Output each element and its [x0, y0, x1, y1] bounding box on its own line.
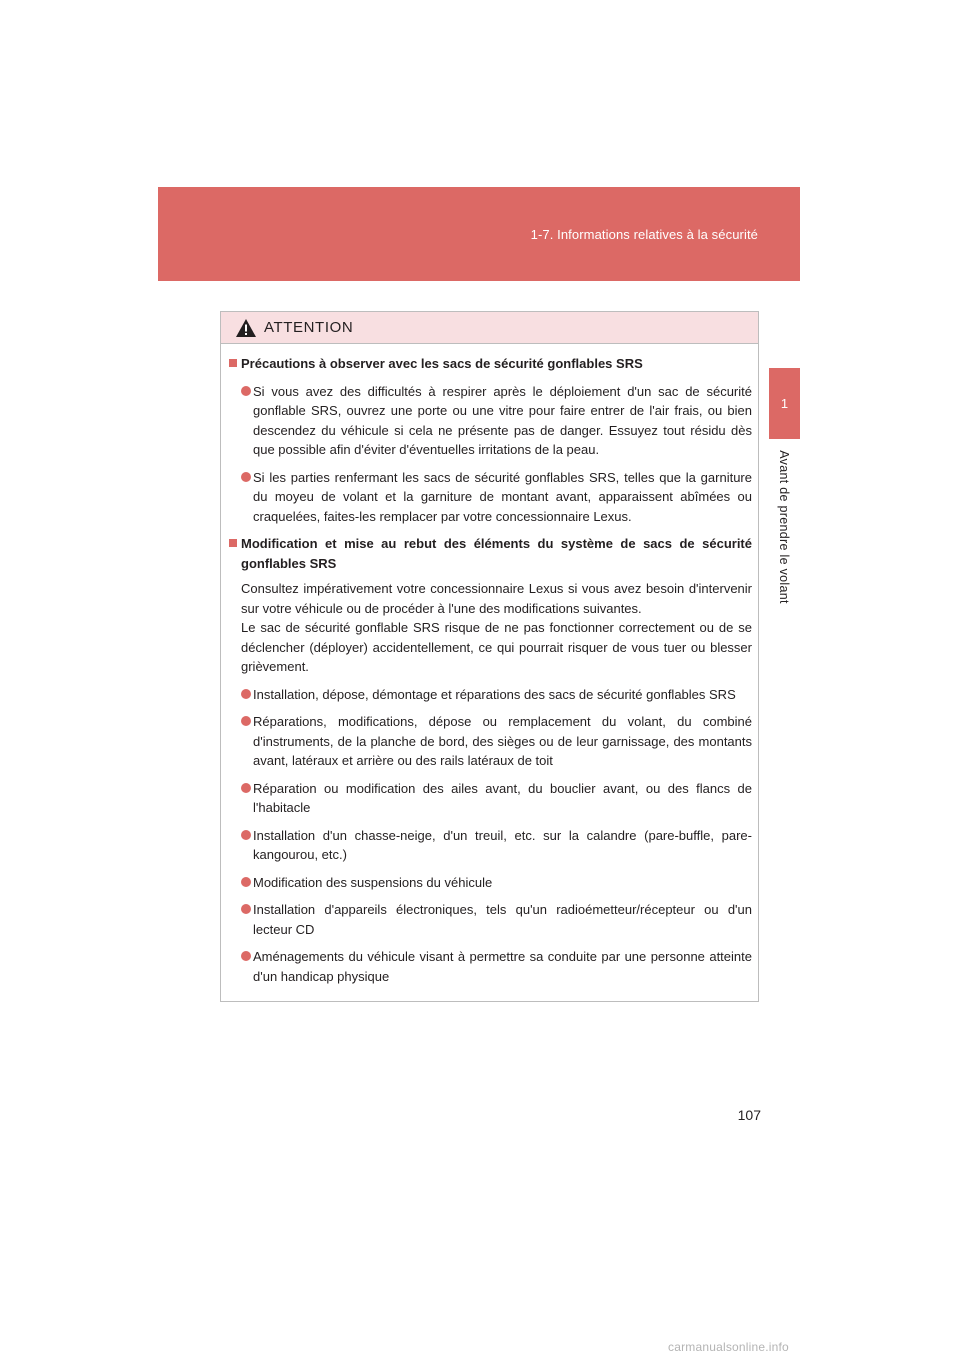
section-heading	[229, 534, 752, 573]
list-item	[229, 712, 752, 771]
list-item	[229, 826, 752, 865]
list-item	[229, 382, 752, 460]
list-item	[229, 947, 752, 986]
round-bullet-icon	[241, 689, 251, 699]
list-item-text: Si vous avez des difficultés à respirer après le déploiement d'un sac de sécurité gonflable SRS, ouvrez une porte ou une vitre pour faire entrer de l'air frais, ou bien descendez du véhicule si cela ne présente pas de danger. Essuyez tout résidu dès que possible afin d'éviter d'éventuelles irritations de la peau.	[253, 383, 752, 457]
round-bullet-icon	[241, 904, 251, 914]
warning-triangle-icon	[235, 318, 257, 338]
round-bullet-icon	[241, 472, 251, 482]
square-bullet-icon	[229, 539, 237, 547]
warning-box	[220, 311, 759, 1002]
list-item-text: Installation, dépose, démontage et réparations des sacs de sécurité gonflables SRS	[253, 686, 736, 702]
round-bullet-icon	[241, 877, 251, 887]
round-bullet-icon	[241, 951, 251, 961]
list-item-text: Aménagements du véhicule visant à permettre sa conduite par une personne atteinte d'un handicap physique	[253, 949, 752, 984]
list-item	[229, 873, 752, 893]
section-heading	[229, 354, 752, 374]
warning-title: ATTENTION	[264, 319, 354, 336]
round-bullet-icon	[241, 830, 251, 840]
list-item-text: Modification des suspensions du véhicule	[253, 874, 493, 890]
warning-body	[221, 344, 758, 986]
chapter-tab: 1	[769, 368, 800, 439]
square-bullet-icon	[229, 359, 237, 367]
list-item	[229, 900, 752, 939]
paragraph: Le sac de sécurité gonflable SRS risque de ne pas fonctionner correctement ou de se déclencher (déployer) accidentellement, ce qui pourrait risquer de vous tuer ou blesser grièvement.	[241, 620, 752, 674]
list-item-text: Si les parties renfermant les sacs de sécurité gonflables SRS, telles que la garniture du moyeu de volant et la garniture de montant avant, apparaissent abîmées ou craquelées, faites-les remplacer par votre concessionnaire Lexus.	[253, 469, 752, 524]
header-band	[158, 187, 800, 281]
paragraph: Consultez impérativement votre concessionnaire Lexus si vous avez besoin d'intervenir sur votre véhicule ou de procéder à l'une des modifications suivantes.	[241, 581, 752, 616]
round-bullet-icon	[241, 386, 251, 396]
section-heading-text: Modification et mise au rebut des éléments du système de sacs de sécurité gonflables SRS	[241, 536, 752, 571]
list-item	[229, 779, 752, 818]
list-item-text: Réparations, modifications, dépose ou remplacement du volant, du combiné d'instruments, de la planche de bord, des sièges ou de leur garnissage, des montants avant, latéraux et arrière ou des rails latéraux de toit	[253, 714, 752, 768]
list-item	[229, 468, 752, 527]
list-item-text: Réparation ou modification des ailes avant, du bouclier avant, ou des flancs de l'habitacle	[253, 780, 752, 815]
round-bullet-icon	[241, 783, 251, 793]
watermark: carmanualsonline.info	[668, 1340, 789, 1354]
list-item	[229, 685, 752, 705]
section-title: 1-7. Informations relatives à la sécurité	[530, 227, 758, 242]
warning-header	[221, 312, 758, 344]
list-item-text: Installation d'appareils électroniques, tels qu'un radioémetteur/récepteur ou d'un lecteur CD	[253, 902, 752, 937]
chapter-side-label: Avant de prendre le volant	[777, 450, 791, 604]
list-item-text: Installation d'un chasse-neige, d'un treuil, etc. sur la calandre (pare-buffle, pare-kangourou, etc.)	[253, 827, 752, 862]
round-bullet-icon	[241, 716, 251, 726]
section-heading-text: Précautions à observer avec les sacs de sécurité gonflables SRS	[241, 356, 643, 371]
page-number: 107	[737, 1107, 761, 1123]
